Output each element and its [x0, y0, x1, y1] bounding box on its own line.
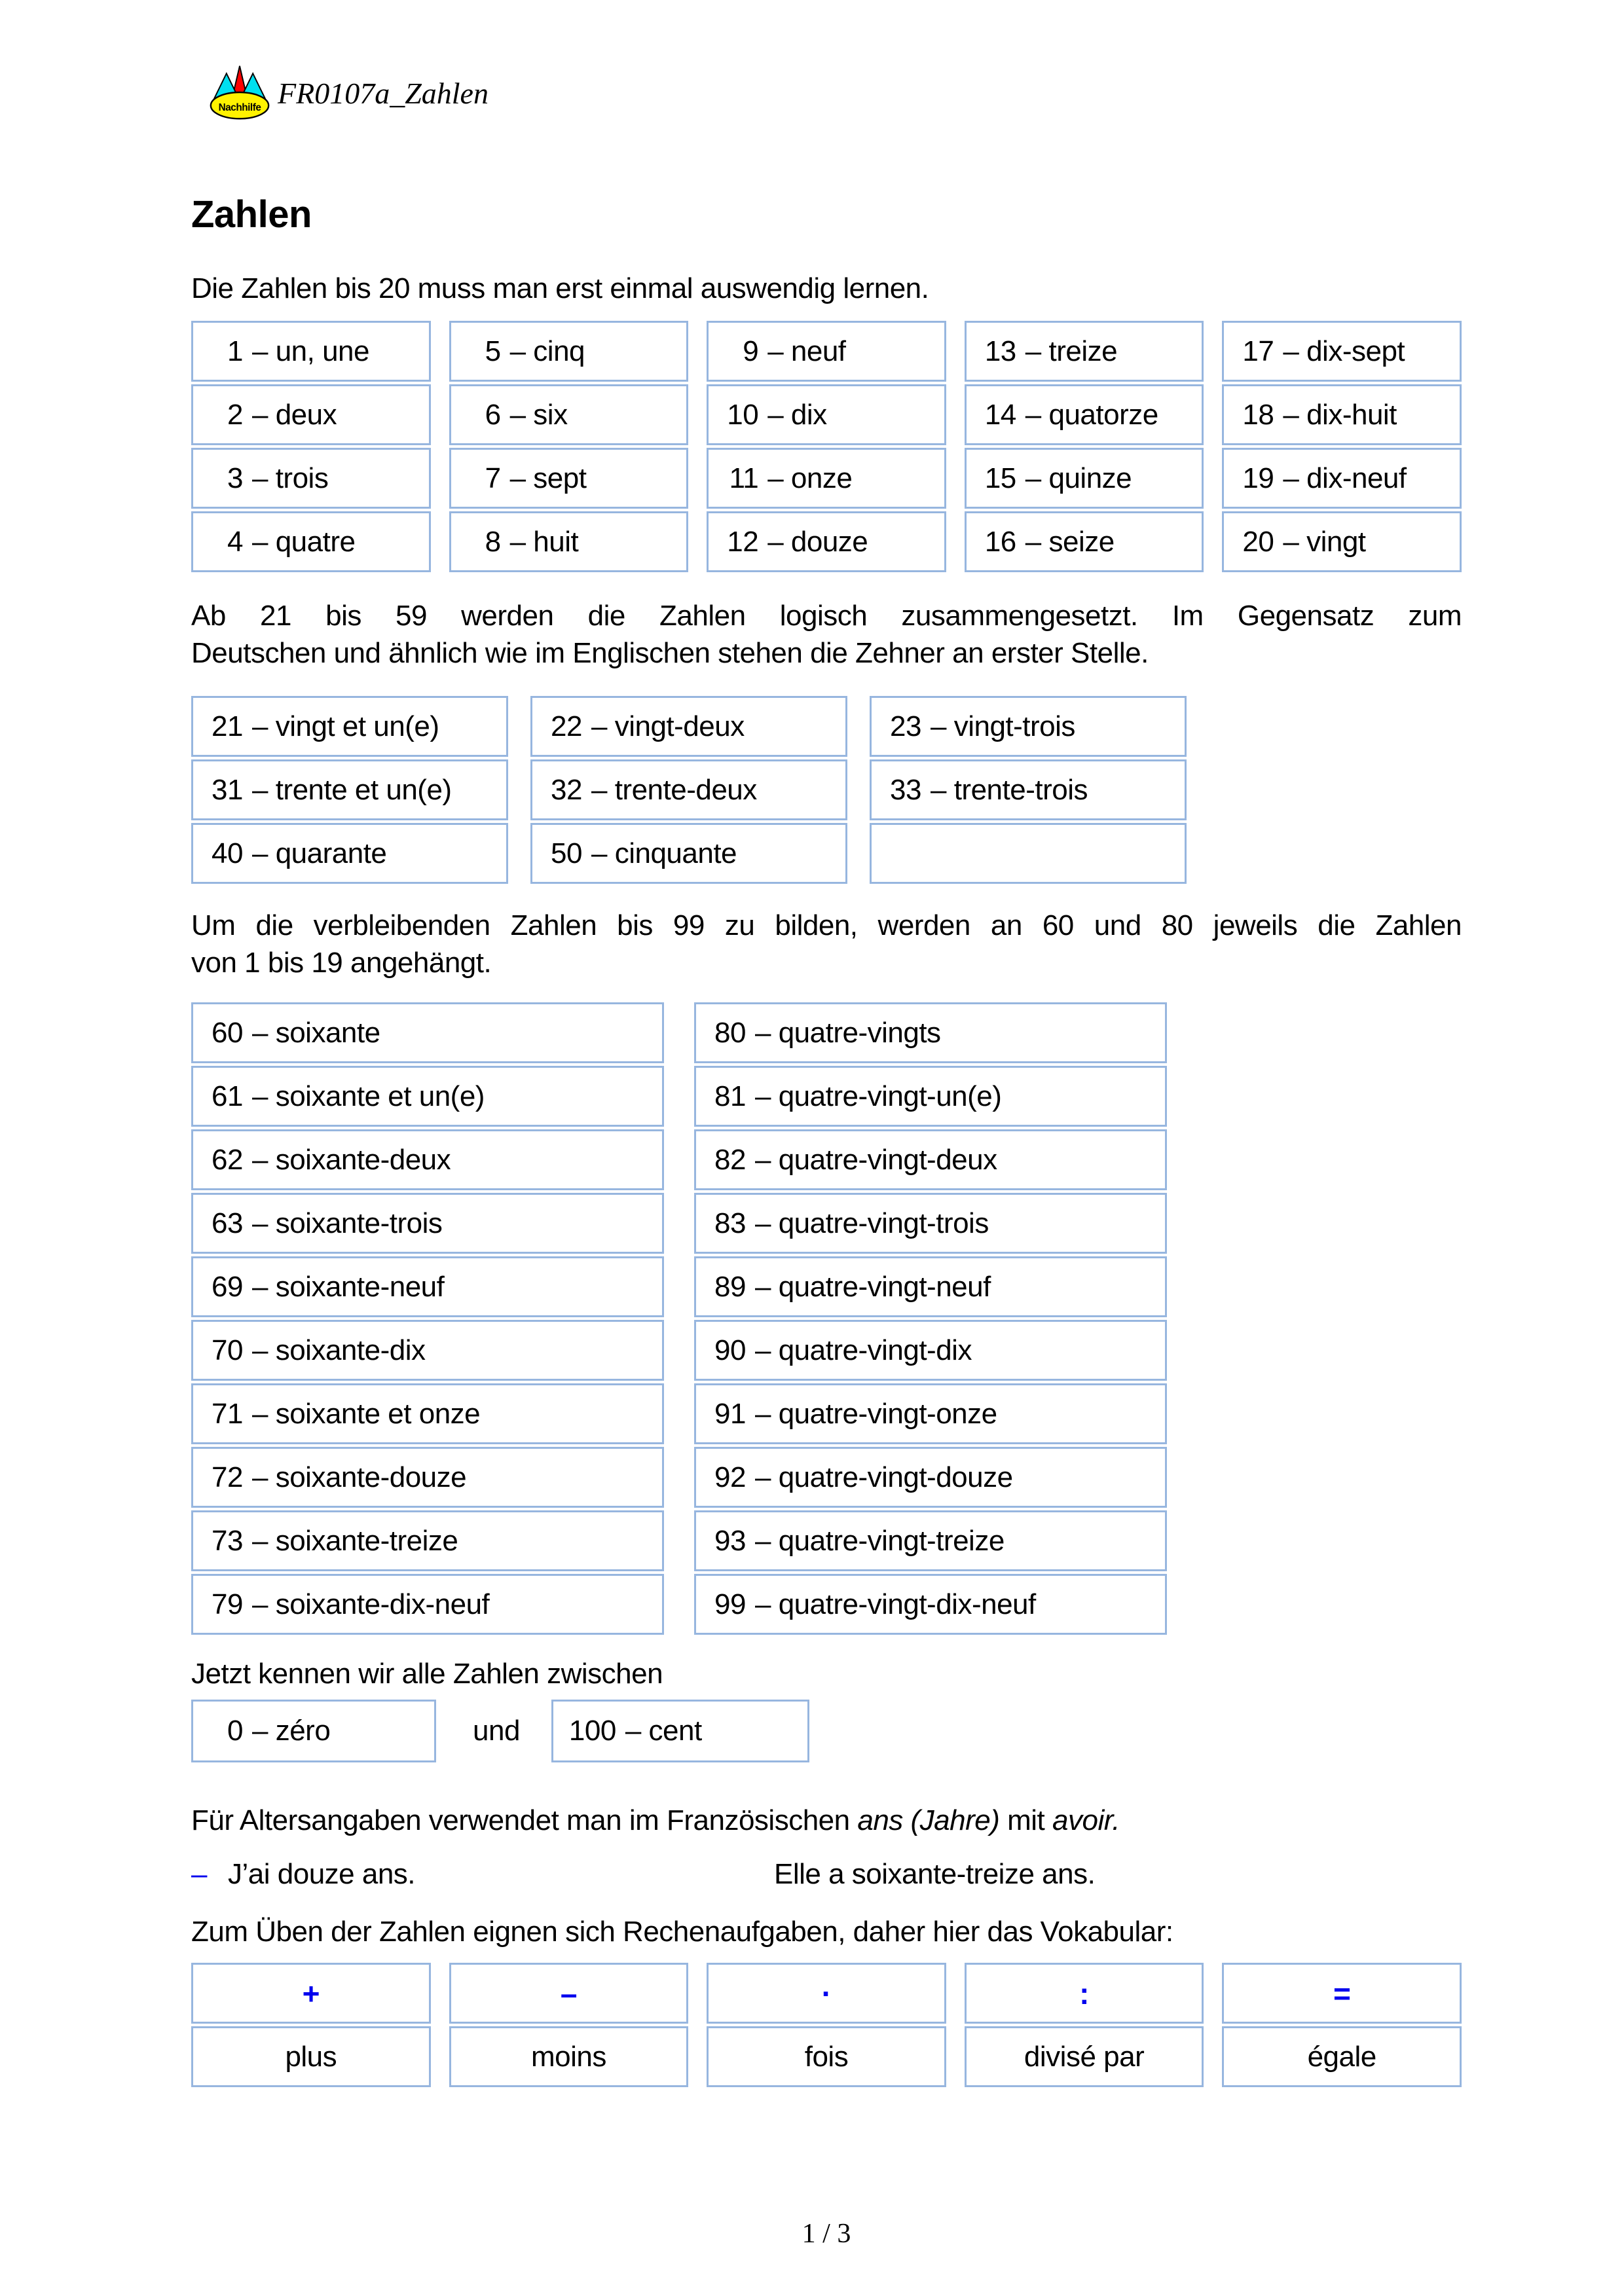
table-cell — [694, 1002, 1167, 1063]
number: 69 — [212, 1270, 243, 1303]
number-word: – vingt-trois — [931, 710, 1075, 742]
table-cell — [694, 1193, 1167, 1254]
number-word: – quatre-vingt-dix — [755, 1334, 972, 1366]
number: 100 — [568, 1715, 616, 1747]
number: 12 — [727, 525, 759, 558]
age-text-italic: avoir. — [1052, 1804, 1120, 1836]
plus-label: plus — [191, 2026, 431, 2087]
example-sentences — [191, 1858, 1462, 1895]
table-cell — [191, 1574, 664, 1635]
number: 93 — [714, 1524, 746, 1557]
number: 5 — [485, 335, 501, 367]
number-word: – quatre-vingt-douze — [755, 1461, 1013, 1493]
logo-text: Nachhilfe — [218, 101, 261, 113]
number-word: – trente-trois — [931, 773, 1088, 806]
number-word: – zéro — [252, 1715, 331, 1747]
table-cell — [449, 384, 689, 445]
number-word: – neuf — [767, 335, 846, 367]
number: 60 — [212, 1016, 243, 1049]
age-text: Für Altersangaben verwendet man im Französischen — [191, 1804, 858, 1836]
times-label: fois — [707, 2026, 946, 2087]
number-word: – trente et un(e) — [252, 773, 452, 806]
number: 14 — [984, 398, 1016, 431]
operator-column — [449, 1963, 689, 2087]
number: 79 — [212, 1588, 243, 1620]
table-cell — [191, 696, 508, 757]
table-cell — [1222, 448, 1462, 509]
example-sentence-left: J’ai douze ans. — [228, 1858, 416, 1890]
table-cell — [1222, 384, 1462, 445]
table-cell — [191, 321, 431, 382]
paragraph-60-99 — [191, 907, 1462, 981]
table-column — [870, 696, 1187, 884]
number: 6 — [485, 398, 501, 431]
numbers-1-20-table — [191, 321, 1462, 572]
number: 71 — [212, 1397, 243, 1430]
number: 70 — [212, 1334, 243, 1366]
number-word: – soixante et un(e) — [252, 1080, 485, 1112]
equals-label: égale — [1222, 2026, 1462, 2087]
number-word: – dix-neuf — [1283, 462, 1407, 494]
number: 22 — [551, 710, 582, 742]
table-column — [530, 696, 847, 884]
number: 16 — [984, 525, 1016, 558]
number: 19 — [1242, 462, 1274, 494]
minus-label: moins — [449, 2026, 689, 2087]
table-cell — [694, 1510, 1167, 1571]
table-cell — [191, 1320, 664, 1381]
times-symbol: · — [707, 1963, 946, 2024]
conjunction-text: und — [473, 1715, 520, 1747]
table-cell — [191, 759, 508, 820]
number-word: – vingt — [1283, 525, 1366, 558]
table-cell — [694, 1129, 1167, 1190]
number: 9 — [743, 335, 759, 367]
number-word: – cent — [625, 1715, 702, 1747]
table-cell — [191, 511, 431, 572]
hundred-box — [551, 1700, 809, 1762]
table-cell — [870, 823, 1187, 884]
number: 91 — [714, 1397, 746, 1430]
table-cell — [707, 511, 946, 572]
table-cell — [965, 448, 1204, 509]
age-text-italic: ans (Jahre) — [857, 1804, 1000, 1836]
number-word: – deux — [252, 398, 337, 431]
number-word: – cinq — [509, 335, 585, 367]
number: 10 — [727, 398, 759, 431]
age-paragraph — [191, 1802, 1462, 1839]
number: 20 — [1242, 525, 1274, 558]
table-cell — [870, 759, 1187, 820]
number-word: – trente-deux — [591, 773, 757, 806]
table-column — [1222, 321, 1462, 572]
number: 8 — [485, 525, 501, 558]
divide-symbol: : — [965, 1963, 1204, 2024]
operators-table — [191, 1963, 1462, 2087]
number-word: – quatre-vingt-dix-neuf — [755, 1588, 1036, 1620]
number: 89 — [714, 1270, 746, 1303]
number-word: – soixante-trois — [252, 1207, 443, 1239]
table-cell — [191, 384, 431, 445]
number: 0 — [227, 1715, 243, 1747]
number-word: – quinze — [1025, 462, 1132, 494]
number-word: – seize — [1025, 525, 1115, 558]
table-cell — [694, 1574, 1167, 1635]
age-text: mit — [999, 1804, 1052, 1836]
table-cell — [530, 823, 847, 884]
table-column — [707, 321, 946, 572]
table-cell — [694, 1256, 1167, 1317]
range-lead-text: Jetzt kennen wir alle Zahlen zwischen — [191, 1658, 663, 1690]
number-word: – cinquante — [591, 837, 737, 869]
plus-symbol: + — [191, 1963, 431, 2024]
number: 1 — [227, 335, 243, 367]
table-column — [694, 1002, 1167, 1635]
number-word: – quatorze — [1025, 398, 1158, 431]
number: 23 — [890, 710, 921, 742]
number: 3 — [227, 462, 243, 494]
numbers-21-59-table — [191, 696, 1187, 884]
table-cell — [965, 384, 1204, 445]
number-word: – soixante-treize — [252, 1524, 458, 1557]
numbers-60-99-table — [191, 1002, 1167, 1635]
table-cell — [694, 1320, 1167, 1381]
page-title: Zahlen — [191, 193, 312, 236]
number-word: – quatre-vingts — [755, 1016, 941, 1049]
table-cell — [965, 511, 1204, 572]
number-word: – trois — [252, 462, 329, 494]
paragraph-line: Um die verbleibenden Zahlen bis 99 zu bilden, werden an 60 und 80 jeweils die Zahlen — [191, 909, 1462, 941]
table-cell — [191, 1256, 664, 1317]
number-word: – soixante-neuf — [252, 1270, 445, 1303]
number-word: – un, une — [252, 335, 369, 367]
number: 32 — [551, 773, 582, 806]
number: 31 — [212, 773, 243, 806]
table-cell — [191, 1129, 664, 1190]
table-column — [191, 321, 431, 572]
minus-symbol: – — [449, 1963, 689, 2024]
table-column — [191, 1002, 664, 1635]
table-cell — [191, 448, 431, 509]
number: 99 — [714, 1588, 746, 1620]
table-cell — [191, 823, 508, 884]
operator-column — [191, 1963, 431, 2087]
number: 50 — [551, 837, 582, 869]
example-sentence-right: Elle a soixante-treize ans. — [774, 1858, 1096, 1890]
document-id: FR0107a_Zahlen — [278, 77, 489, 110]
number-word: – quatre-vingt-treize — [755, 1524, 1005, 1557]
number: 33 — [890, 773, 921, 806]
number-word: – treize — [1025, 335, 1118, 367]
number-word: – quatre-vingt-un(e) — [755, 1080, 1002, 1112]
operator-column — [965, 1963, 1204, 2087]
number-word: – soixante et onze — [252, 1397, 481, 1430]
zero-box — [191, 1700, 436, 1762]
table-cell — [191, 1193, 664, 1254]
number-word: – quatre-vingt-trois — [755, 1207, 989, 1239]
table-cell — [530, 696, 847, 757]
number: 21 — [212, 710, 243, 742]
number: 15 — [984, 462, 1016, 494]
number-word: – dix — [767, 398, 827, 431]
number: 73 — [212, 1524, 243, 1557]
intro-paragraph: Die Zahlen bis 20 muss man erst einmal auswendig lernen. — [191, 272, 929, 304]
number: 2 — [227, 398, 243, 431]
number-word: – onze — [767, 462, 853, 494]
number-word: – sept — [509, 462, 587, 494]
number-word: – quatre-vingt-deux — [755, 1143, 997, 1176]
table-cell — [694, 1383, 1167, 1444]
table-cell — [191, 1002, 664, 1063]
table-column — [965, 321, 1204, 572]
number-word: – soixante-douze — [252, 1461, 467, 1493]
table-cell — [694, 1066, 1167, 1127]
table-cell — [707, 448, 946, 509]
number: 11 — [729, 462, 759, 494]
table-cell — [191, 1447, 664, 1508]
number: 4 — [227, 525, 243, 558]
bullet-dash: – — [191, 1858, 207, 1890]
operator-column — [1222, 1963, 1462, 2087]
number-word: – huit — [509, 525, 579, 558]
number-word: – quatre-vingt-neuf — [755, 1270, 991, 1303]
table-cell — [191, 1510, 664, 1571]
table-column — [191, 696, 508, 884]
table-cell — [965, 321, 1204, 382]
table-cell — [694, 1447, 1167, 1508]
number: 72 — [212, 1461, 243, 1493]
number-word: – vingt et un(e) — [252, 710, 439, 742]
number: 62 — [212, 1143, 243, 1176]
equals-symbol: = — [1222, 1963, 1462, 2024]
number: 17 — [1242, 335, 1274, 367]
paragraph-line: von 1 bis 19 angehängt. — [191, 947, 492, 979]
number: 83 — [714, 1207, 746, 1239]
table-cell — [191, 1383, 664, 1444]
number-word: – quarante — [252, 837, 387, 869]
table-column — [449, 321, 689, 572]
number-word: – dix-sept — [1283, 335, 1405, 367]
table-cell — [1222, 321, 1462, 382]
divide-label: divisé par — [965, 2026, 1204, 2087]
table-cell — [1222, 511, 1462, 572]
number: 63 — [212, 1207, 243, 1239]
number: 7 — [485, 462, 501, 494]
paragraph-line: Deutschen und ähnlich wie im Englischen stehen die Zehner an erster Stelle. — [191, 637, 1149, 669]
number-word: – douze — [767, 525, 868, 558]
number: 40 — [212, 837, 243, 869]
paragraph-line: Ab 21 bis 59 werden die Zahlen logisch zusammengesetzt. Im Gegensatz zum — [191, 600, 1462, 632]
table-cell — [449, 448, 689, 509]
table-cell — [449, 321, 689, 382]
table-cell — [191, 1066, 664, 1127]
number: 18 — [1242, 398, 1274, 431]
number: 80 — [714, 1016, 746, 1049]
number: 90 — [714, 1334, 746, 1366]
number-word: – soixante — [252, 1016, 380, 1049]
zero-hundred-row — [191, 1700, 809, 1762]
number-word: – quatre-vingt-onze — [755, 1397, 997, 1430]
number: 81 — [714, 1080, 746, 1112]
number-word: – vingt-deux — [591, 710, 745, 742]
number: 92 — [714, 1461, 746, 1493]
number: 82 — [714, 1143, 746, 1176]
number-word: – quatre — [252, 525, 356, 558]
number: 13 — [984, 335, 1016, 367]
vocab-intro-paragraph: Zum Üben der Zahlen eignen sich Rechenaufgaben, daher hier das Vokabular: — [191, 1916, 1173, 1948]
operator-column — [707, 1963, 946, 2087]
number-word: – soixante-dix-neuf — [252, 1588, 490, 1620]
number-word: – six — [509, 398, 568, 431]
page-number: 1 / 3 — [802, 2219, 851, 2249]
number-word: – soixante-dix — [252, 1334, 426, 1366]
table-cell — [449, 511, 689, 572]
number-word: – soixante-deux — [252, 1143, 451, 1176]
mountain-logo-icon — [208, 63, 271, 122]
table-cell — [707, 321, 946, 382]
nachhilfe-logo — [208, 63, 271, 122]
paragraph-21-59 — [191, 597, 1462, 672]
number-word: – dix-huit — [1283, 398, 1397, 431]
table-cell — [870, 696, 1187, 757]
table-cell — [530, 759, 847, 820]
number: 61 — [212, 1080, 243, 1112]
table-cell — [707, 384, 946, 445]
